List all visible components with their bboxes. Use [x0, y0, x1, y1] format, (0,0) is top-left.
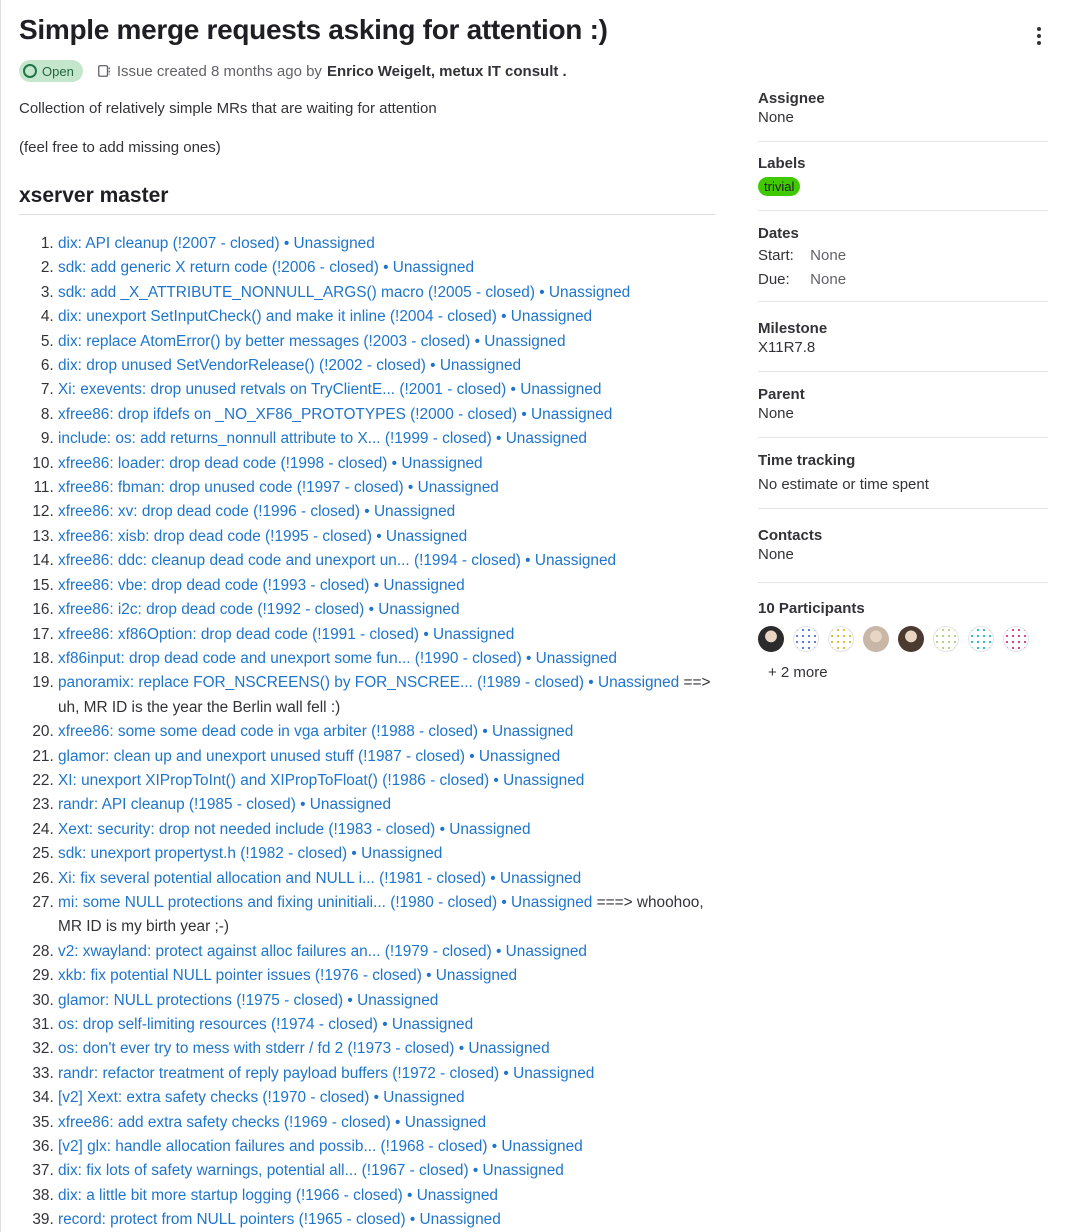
- merge-request-item: [58, 305, 715, 329]
- more-actions-kebab-icon[interactable]: [1027, 24, 1051, 48]
- merge-request-item: [58, 647, 715, 671]
- issue-sidebar: [758, 90, 1048, 681]
- merge-request-item: [58, 1111, 715, 1135]
- merge-request-link[interactable]: xfree86: ddc: cleanup dead code and unexport un... (!1994 - closed) • Unassigned: [58, 552, 617, 570]
- due-date-label: Due:: [758, 271, 790, 288]
- merge-request-link[interactable]: Xi: fix several potential allocation and NULL i... (!1981 - closed) • Unassigned: [58, 869, 582, 887]
- merge-request-item: [58, 500, 715, 524]
- participants-section: [758, 583, 1048, 681]
- merge-request-link[interactable]: dix: API cleanup (!2007 - closed) • Unassigned: [58, 235, 375, 252]
- merge-request-item: [58, 403, 715, 427]
- milestone-title: Milestone: [758, 320, 828, 337]
- merge-request-item: [58, 476, 715, 500]
- start-date-row: [758, 247, 1048, 264]
- due-date-row: [758, 271, 1048, 288]
- photo-avatar[interactable]: [863, 626, 889, 652]
- merge-request-item: [58, 940, 715, 964]
- participants-title: 10 Participants: [758, 600, 865, 617]
- label-chip-trivial[interactable]: trivial: [758, 177, 800, 196]
- merge-request-item: [58, 1208, 715, 1232]
- merge-request-item: [58, 623, 715, 647]
- assignee-value: None: [758, 109, 794, 126]
- identicon-avatar[interactable]: [1003, 626, 1029, 652]
- merge-request-link[interactable]: glamor: NULL protections (!1975 - closed) • Unassigned: [58, 991, 439, 1009]
- time-tracking-title: Time tracking: [758, 452, 856, 469]
- parent-section: [758, 372, 1048, 438]
- merge-request-link[interactable]: xfree86: xv: drop dead code (!1996 - closed) • Unassigned: [58, 503, 456, 521]
- merge-request-link[interactable]: xkb: fix potential NULL pointer issues (!1976 - closed) • Unassigned: [58, 967, 518, 985]
- merge-request-link[interactable]: xfree86: drop ifdefs on _NO_XF86_PROTOTYPES (!2000 - closed) • Unassigned: [58, 405, 613, 423]
- merge-request-link[interactable]: xfree86: xisb: drop dead code (!1995 - closed) • Unassigned: [58, 527, 468, 545]
- contacts-value: None: [758, 546, 794, 563]
- open-status-icon: [23, 64, 37, 78]
- assignee-title: Assignee: [758, 90, 825, 107]
- parent-title: Parent: [758, 386, 805, 403]
- merge-request-list: [19, 232, 715, 1232]
- section-heading: xserver master: [19, 184, 715, 215]
- more-participants-link[interactable]: + 2 more: [768, 664, 828, 681]
- merge-request-item: [58, 525, 715, 549]
- merge-request-item: [58, 671, 715, 720]
- merge-request-item: [58, 989, 715, 1013]
- parent-value: None: [758, 405, 794, 422]
- issue-description: [19, 100, 715, 1232]
- merge-request-item: [58, 769, 715, 793]
- merge-request-link[interactable]: dix: unexport SetInputCheck() and make it inline (!2004 - closed) • Unassigned: [58, 308, 593, 326]
- merge-request-link[interactable]: xfree86: xf86Option: drop dead code (!1991 - closed) • Unassigned: [58, 625, 515, 643]
- due-date-value: None: [810, 271, 847, 288]
- photo-avatar[interactable]: [758, 626, 784, 652]
- merge-request-item: [58, 867, 715, 891]
- merge-request-link[interactable]: sdk: unexport propertyst.h (!1982 - closed) • Unassigned: [58, 845, 443, 863]
- merge-request-link[interactable]: dix: fix lots of safety warnings, potential all... (!1967 - closed) • Unassigned: [58, 1162, 564, 1180]
- merge-request-link[interactable]: randr: API cleanup (!1985 - closed) • Unassigned: [58, 796, 392, 814]
- merge-request-item: [58, 354, 715, 378]
- merge-request-link[interactable]: dix: drop unused SetVendorRelease() (!2002 - closed) • Unassigned: [58, 357, 522, 375]
- merge-request-link[interactable]: Xext: security: drop not needed include (!1983 - closed) • Unassigned: [58, 820, 531, 838]
- merge-request-link[interactable]: record: protect from NULL pointers (!1965 - closed) • Unassigned: [58, 1211, 501, 1229]
- time-tracking-value: No estimate or time spent: [758, 476, 929, 493]
- merge-request-link[interactable]: xfree86: add extra safety checks (!1969 - closed) • Unassigned: [58, 1113, 486, 1131]
- contacts-title: Contacts: [758, 527, 823, 544]
- merge-request-item: [58, 1086, 715, 1110]
- labels-section: [758, 142, 1048, 211]
- dates-title: Dates: [758, 225, 799, 242]
- merge-request-link[interactable]: xfree86: loader: drop dead code (!1998 - closed) • Unassigned: [58, 454, 483, 472]
- merge-request-link[interactable]: mi: some NULL protections and fixing uninitiali... (!1980 - closed) • Unassigned: [58, 893, 593, 911]
- merge-request-link[interactable]: sdk: add _X_ATTRIBUTE_NONNULL_ARGS() macro (!2005 - closed) • Unassigned: [58, 283, 631, 301]
- start-date-value: None: [810, 247, 847, 264]
- description-line-1: Collection of relatively simple MRs that are waiting for attention: [19, 100, 437, 117]
- merge-request-item: [58, 1062, 715, 1086]
- merge-request-item: [58, 1135, 715, 1159]
- issue-meta: [19, 60, 567, 82]
- start-date-label: Start:: [758, 247, 794, 264]
- identicon-avatar[interactable]: [793, 626, 819, 652]
- identicon-avatar[interactable]: [933, 626, 959, 652]
- dates-section: [758, 211, 1048, 302]
- merge-request-item: [58, 232, 715, 256]
- merge-request-link[interactable]: sdk: add generic X return code (!2006 - closed) • Unassigned: [58, 259, 475, 277]
- merge-request-link[interactable]: os: drop self-limiting resources (!1974 - closed) • Unassigned: [58, 1016, 474, 1033]
- identicon-avatar[interactable]: [828, 626, 854, 652]
- contacts-section: [758, 509, 1048, 583]
- merge-request-item: [58, 378, 715, 402]
- merge-request-item: [58, 256, 715, 280]
- merge-request-link[interactable]: glamor: clean up and unexport unused stuff (!1987 - closed) • Unassigned: [58, 747, 561, 765]
- merge-request-link[interactable]: XI: unexport XIPropToInt() and XIPropToFloat() (!1986 - closed) • Unassigned: [58, 771, 585, 789]
- merge-request-link[interactable]: dix: replace AtomError() by better messages (!2003 - closed) • Unassigned: [58, 332, 566, 350]
- merge-request-link[interactable]: dix: a little bit more startup logging (!1966 - closed) • Unassigned: [58, 1186, 498, 1204]
- labels-title: Labels: [758, 155, 806, 172]
- merge-request-link[interactable]: randr: refactor treatment of reply payload buffers (!1972 - closed) • Unassigned: [58, 1064, 595, 1082]
- merge-request-item: [58, 720, 715, 744]
- merge-request-item: [58, 745, 715, 769]
- merge-request-link[interactable]: xfree86: some some dead code in vga arbiter (!1988 - closed) • Unassigned: [58, 723, 574, 741]
- page-title: Simple merge requests asking for attention :): [19, 14, 608, 45]
- merge-request-link[interactable]: xfree86: i2c: drop dead code (!1992 - closed) • Unassigned: [58, 601, 460, 619]
- merge-request-item: [58, 793, 715, 817]
- merge-request-link[interactable]: xf86input: drop dead code and unexport some fun... (!1990 - closed) • Unassigned: [58, 649, 617, 667]
- merge-request-item: [58, 574, 715, 598]
- identicon-avatar[interactable]: [968, 626, 994, 652]
- merge-request-link[interactable]: [v2] glx: handle allocation failures and possib... (!1968 - closed) • Unassigned: [58, 1138, 583, 1156]
- merge-request-item: [58, 427, 715, 451]
- merge-request-item: [58, 281, 715, 305]
- merge-request-note: ===> whoohoo, MR ID is my birth year ;-): [58, 893, 704, 936]
- milestone-section: [758, 302, 1048, 372]
- merge-request-item: [58, 842, 715, 866]
- merge-request-item: [58, 891, 715, 940]
- merge-request-link[interactable]: xfree86: vbe: drop dead code (!1993 - closed) • Unassigned: [58, 576, 465, 594]
- merge-request-link[interactable]: v2: xwayland: protect against alloc failures an... (!1979 - closed) • Unassigned: [58, 942, 587, 960]
- merge-request-link[interactable]: os: don't ever try to mess with stderr / fd 2 (!1973 - closed) • Unassigned: [58, 1040, 550, 1058]
- merge-request-item: [58, 1159, 715, 1183]
- merge-request-item: [58, 452, 715, 476]
- merge-request-item: [58, 964, 715, 988]
- merge-request-item: [58, 1184, 715, 1208]
- assignee-section: [758, 90, 1048, 142]
- created-text: Issue created 8 months ago by: [116, 62, 322, 80]
- time-tracking-section: [758, 438, 1048, 509]
- merge-request-note: ==> uh, MR ID is the year the Berlin wall fell :): [58, 674, 711, 716]
- merge-request-item: [58, 818, 715, 842]
- merge-request-item: [58, 549, 715, 573]
- merge-request-link[interactable]: xfree86: fbman: drop unused code (!1997 - closed) • Unassigned: [58, 479, 499, 497]
- status-badge: [19, 60, 83, 82]
- merge-request-link[interactable]: panoramix: replace FOR_NSCREENS() by FOR_NSCREE... (!1989 - closed) • Unassigned: [58, 674, 680, 692]
- participant-avatars: [758, 626, 1048, 652]
- description-line-2: (feel free to add missing ones): [19, 139, 221, 156]
- photo-avatar[interactable]: [898, 626, 924, 652]
- merge-request-item: [58, 598, 715, 622]
- merge-request-item: [58, 330, 715, 354]
- merge-request-item: [58, 1013, 715, 1037]
- status-badge-label: Open: [42, 63, 74, 79]
- merge-request-link[interactable]: include: os: add returns_nonnull attribute to X... (!1999 - closed) • Unassigned: [58, 430, 587, 448]
- issue-type-icon: [97, 64, 111, 78]
- merge-request-link[interactable]: [v2] Xext: extra safety checks (!1970 - closed) • Unassigned: [58, 1089, 465, 1107]
- merge-request-item: [58, 1037, 715, 1061]
- author-link[interactable]: Enrico Weigelt, metux IT consult .: [326, 62, 567, 80]
- merge-request-link[interactable]: Xi: exevents: drop unused retvals on TryClientE... (!2001 - closed) • Unassigned: [58, 381, 602, 399]
- milestone-value[interactable]: X11R7.8: [758, 339, 816, 356]
